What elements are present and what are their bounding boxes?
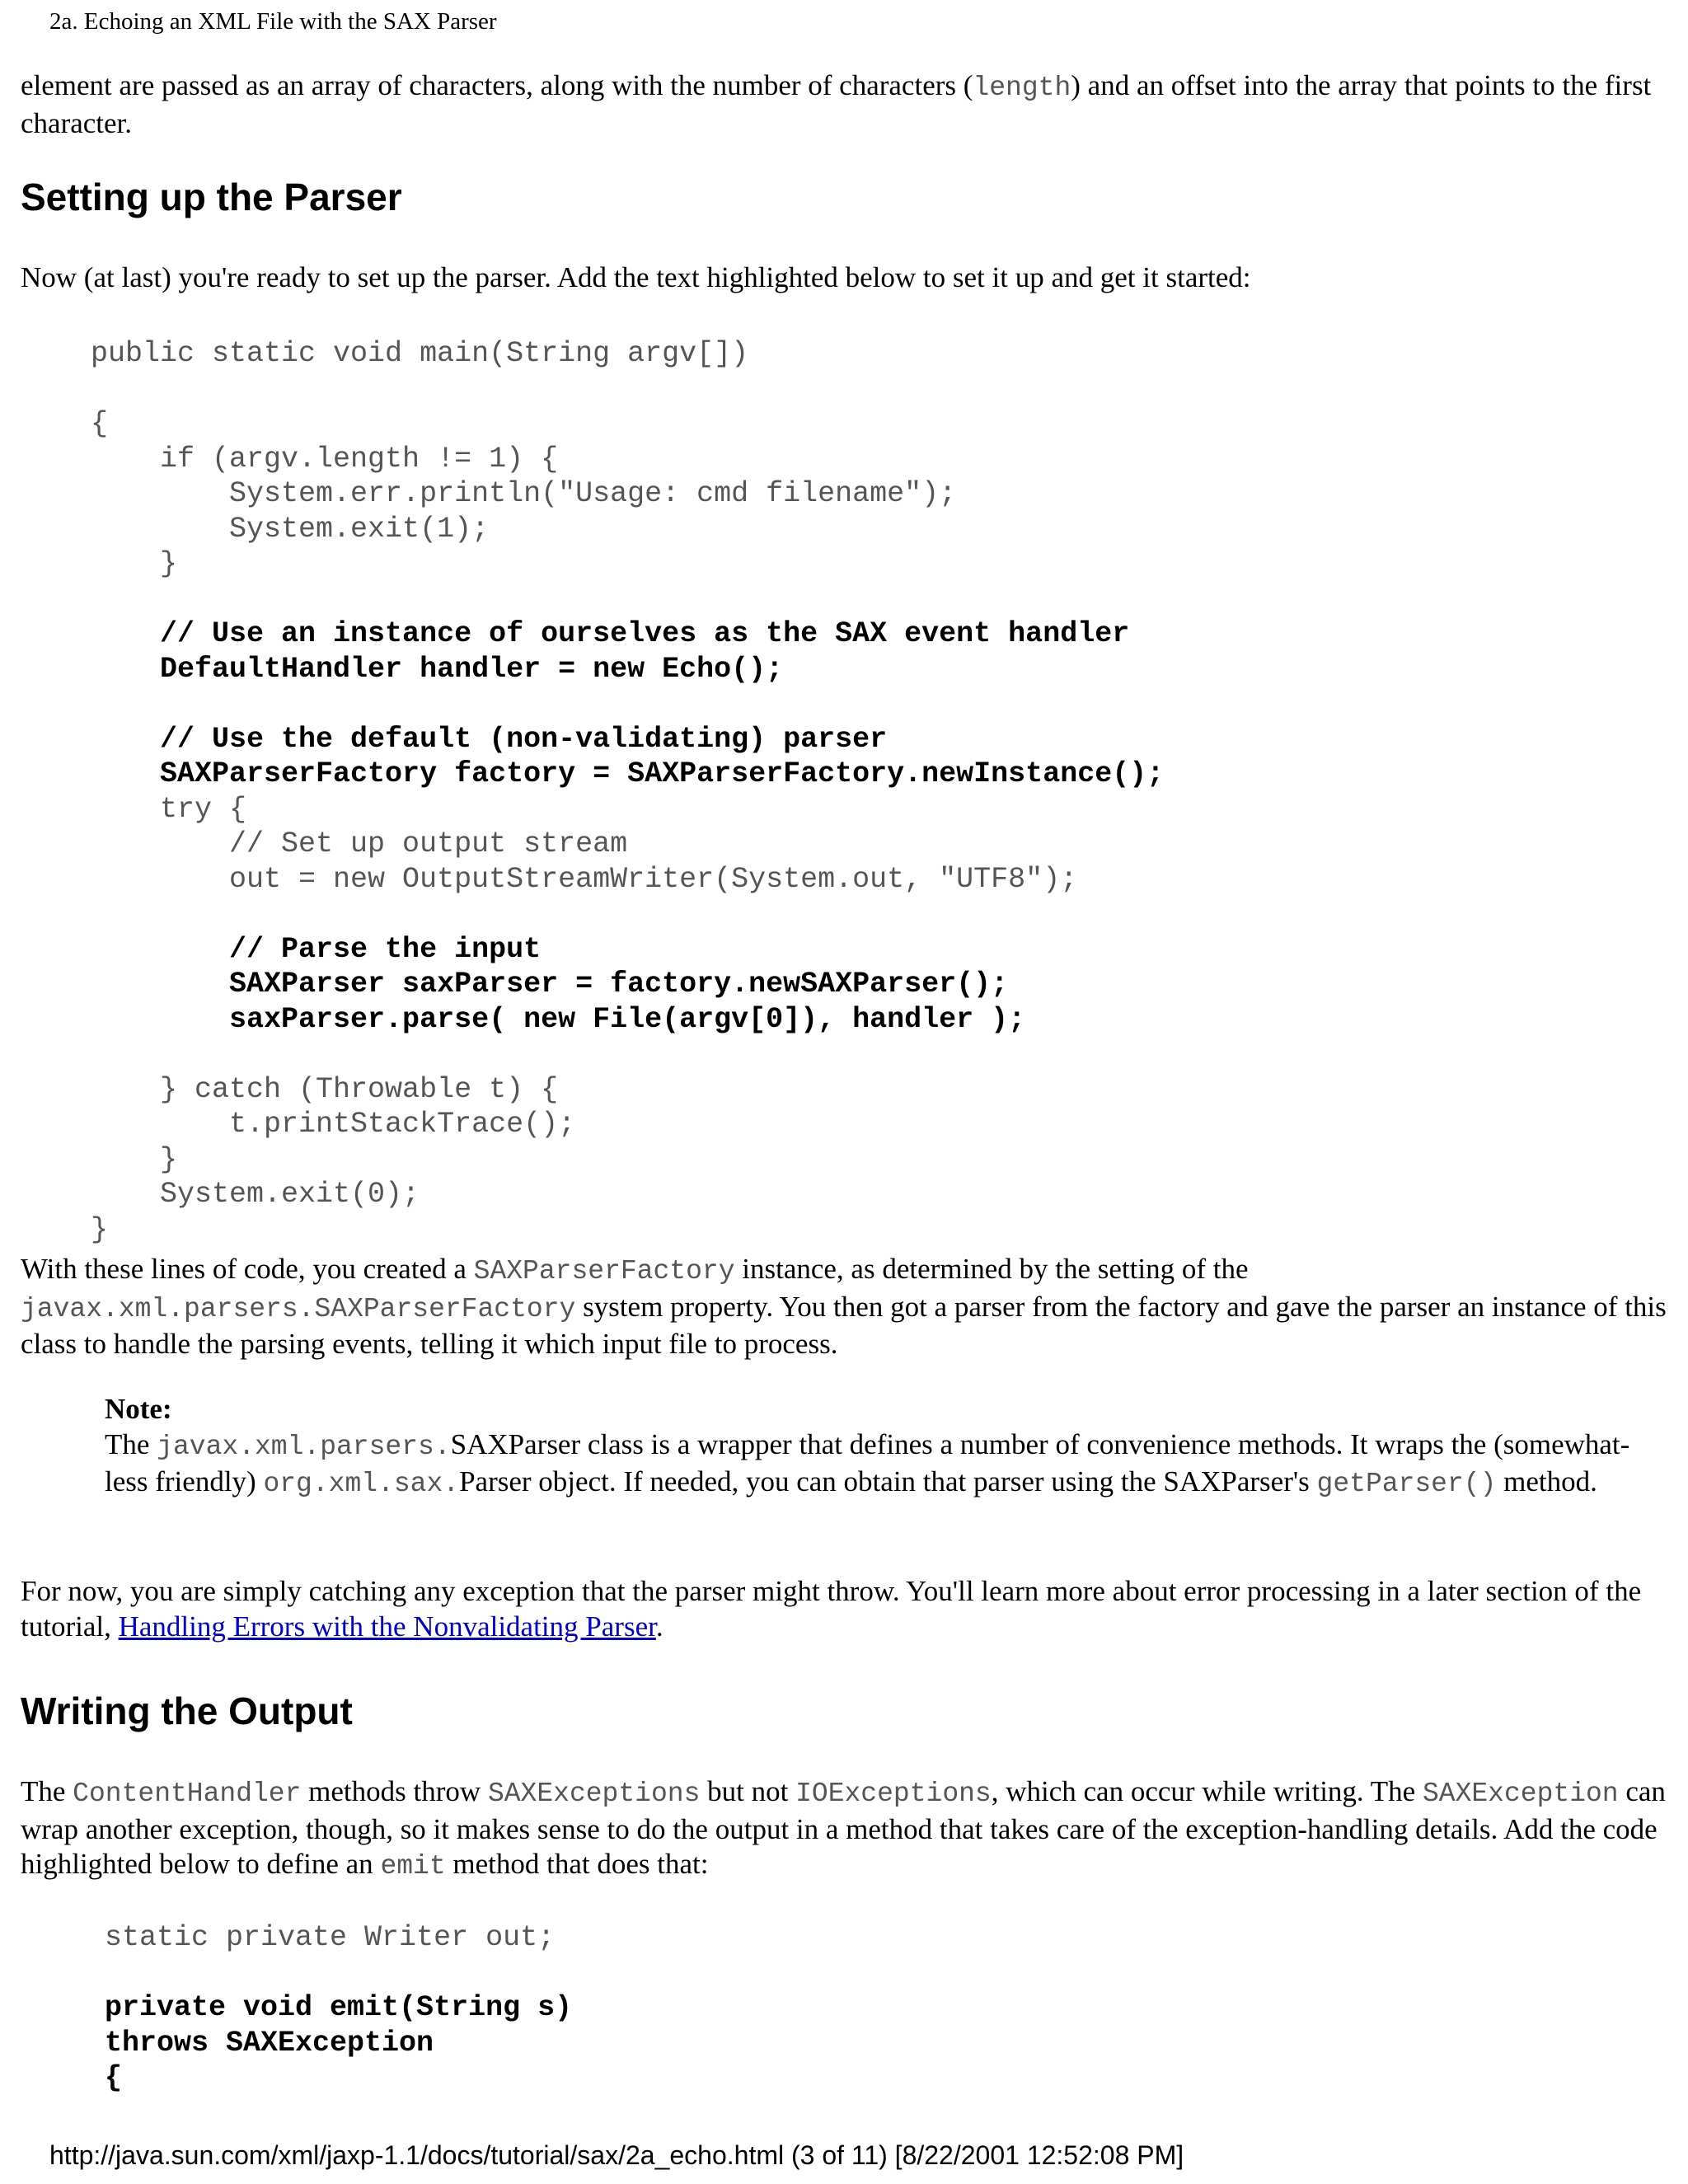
code-line-highlighted: saxParser.parse( new File(argv[0]), handler ); bbox=[91, 1002, 1026, 1036]
link-handling-errors[interactable]: Handling Errors with the Nonvalidating Parser bbox=[118, 1610, 656, 1643]
factory-explanation-paragraph bbox=[21, 1252, 1669, 1362]
intro-text-1: element are passed as an array of characters, along with the number of characters ( bbox=[21, 69, 973, 101]
s2-text-5: can wrap another exception, though, so it makes sense to do the output in a method that takes care of the exception-handling details. Add the code highlighted below to define an bbox=[21, 1775, 1666, 1880]
note-text-4: method. bbox=[1496, 1465, 1597, 1497]
code-line: // Set up output stream bbox=[91, 827, 628, 860]
note-text-2: SAXParser class is a wrapper that defines a number of convenience methods. It wraps the (somewhat-less friendly) bbox=[105, 1427, 1630, 1497]
para2-code-2: javax.xml.parsers.SAXParserFactory bbox=[21, 1293, 576, 1324]
s2-text-1: The bbox=[21, 1775, 73, 1807]
code-line: t.printStackTrace(); bbox=[91, 1108, 576, 1141]
para2-text-2: instance, as determined by the setting of the bbox=[734, 1253, 1249, 1285]
note-text-1: The bbox=[105, 1427, 157, 1460]
code-line: System.err.println("Usage: cmd filename"); bbox=[91, 477, 957, 510]
s2-code-1: ContentHandler bbox=[73, 1779, 302, 1809]
code-line: } bbox=[91, 1212, 109, 1246]
code-line: System.exit(1); bbox=[91, 512, 490, 546]
note-code-2: org.xml.sax. bbox=[263, 1469, 460, 1499]
code-line-highlighted: private void emit(String s) bbox=[105, 1991, 573, 2024]
para2-text-1: With these lines of code, you created a bbox=[21, 1253, 474, 1285]
code-line: public static void main(String argv[]) bbox=[91, 337, 749, 370]
code-line: System.exit(0); bbox=[91, 1178, 420, 1211]
note-label: Note: bbox=[105, 1393, 172, 1425]
s2-text-3: but not bbox=[700, 1775, 796, 1807]
code-line-highlighted: SAXParser saxParser = factory.newSAXParser(); bbox=[91, 968, 1009, 1001]
note-body bbox=[105, 1427, 1654, 1502]
code-block-main bbox=[91, 336, 1164, 1247]
para2-code-1: SAXParserFactory bbox=[473, 1256, 735, 1286]
intro-paragraph bbox=[21, 68, 1669, 141]
setup-paragraph bbox=[21, 260, 1669, 296]
code-line: if (argv.length != 1) { bbox=[91, 442, 559, 476]
para3-text-1: For now, you are simply catching any exception that the parser might throw. You'll learn more about error processing in a later section of the tutorial, bbox=[21, 1575, 1642, 1643]
code-line-highlighted: // Use an instance of ourselves as the SAX event handler bbox=[91, 617, 1130, 650]
heading-setting-up-parser: Setting up the Parser bbox=[21, 176, 402, 218]
code-line: out = new OutputStreamWriter(System.out, "UTF8"); bbox=[91, 862, 1078, 896]
note-code-1: javax.xml.parsers. bbox=[157, 1431, 451, 1462]
s2-code-3: IOExceptions bbox=[795, 1779, 992, 1809]
note-code-3: getParser() bbox=[1316, 1469, 1497, 1499]
code-line: } bbox=[91, 1142, 178, 1176]
s2-code-2: SAXExceptions bbox=[487, 1779, 701, 1809]
setup-text: Now (at last) you're ready to set up the parser. Add the text highlighted below to set it up and get it started: bbox=[21, 261, 1251, 293]
note-text-3: Parser object. If needed, you can obtain that parser using the SAXParser's bbox=[459, 1465, 1317, 1497]
code-line: static private Writer out; bbox=[105, 1921, 556, 1954]
s2-code-5: emit bbox=[380, 1851, 446, 1882]
s2-code-4: SAXException bbox=[1422, 1779, 1619, 1809]
s2-text-4: , which can occur while writing. The bbox=[991, 1775, 1423, 1807]
code-line: try { bbox=[91, 792, 247, 826]
code-line: } catch (Throwable t) { bbox=[91, 1072, 559, 1106]
writing-output-paragraph bbox=[21, 1774, 1669, 1885]
code-line-highlighted: SAXParserFactory factory = SAXParserFactory.newInstance(); bbox=[91, 757, 1165, 790]
para2-text-3: system property. You then got a parser from the factory and gave the parser an instance of this class to handle the parsing events, telling it which input file to process. bbox=[21, 1290, 1667, 1360]
page-footer-url: http://java.sun.com/xml/jaxp-1.1/docs/tutorial/sax/2a_echo.html (3 of 11) [8/22/2001 12:52:08 PM] bbox=[49, 2140, 1184, 2170]
code-line-highlighted: throws SAXException bbox=[105, 2026, 434, 2060]
code-line-highlighted: // Use the default (non-validating) parser bbox=[91, 722, 888, 756]
code-line-highlighted: DefaultHandler handler = new Echo(); bbox=[91, 652, 784, 686]
page-header-title: 2a. Echoing an XML File with the SAX Parser bbox=[49, 8, 497, 35]
exception-paragraph bbox=[21, 1574, 1669, 1644]
code-line: { bbox=[91, 407, 109, 440]
para3-text-2: . bbox=[655, 1610, 663, 1643]
code-block-emit bbox=[105, 1920, 572, 2096]
note-block bbox=[105, 1392, 1654, 1502]
code-line-highlighted: { bbox=[105, 2061, 123, 2094]
code-line-highlighted: // Parse the input bbox=[91, 932, 542, 966]
intro-text-2: ) and an offset into the array that points to the first character. bbox=[21, 69, 1652, 139]
s2-text-2: methods throw bbox=[301, 1775, 488, 1807]
s2-text-6: method that does that: bbox=[445, 1848, 709, 1880]
code-line: } bbox=[91, 547, 178, 580]
intro-code-length: length bbox=[973, 73, 1071, 103]
heading-writing-output: Writing the Output bbox=[21, 1690, 353, 1732]
